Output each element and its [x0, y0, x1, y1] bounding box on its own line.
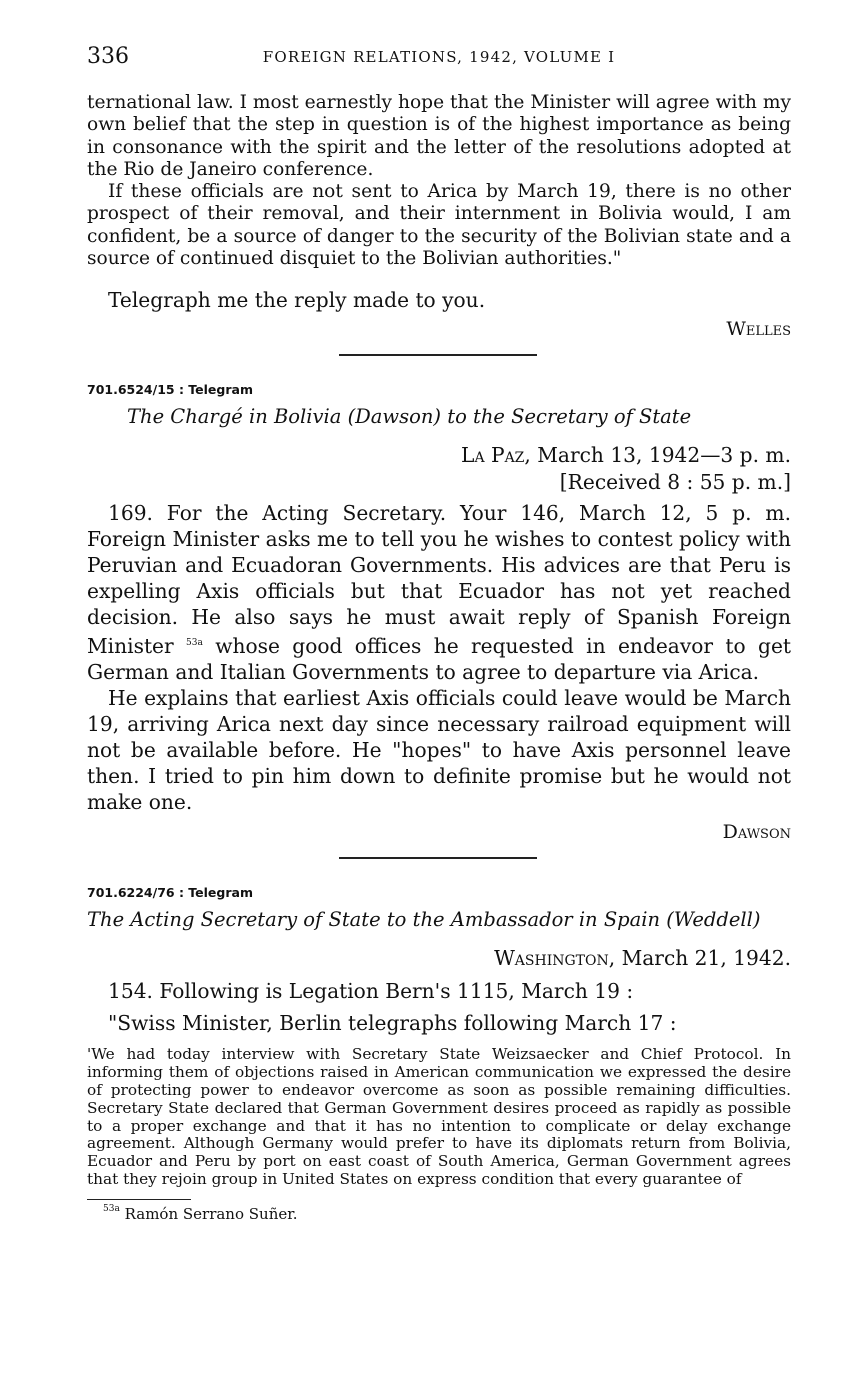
section-dawson-telegram [87, 382, 791, 843]
received-time: [Received 8 : 55 p. m.] [559, 470, 791, 495]
paragraph [87, 500, 791, 685]
document-title: The Chargé in Bolivia (Dawson) to the Secretary of State [127, 405, 692, 429]
running-title: FOREIGN RELATIONS, 1942, VOLUME I [262, 48, 616, 66]
footnote-reference: 53a [186, 638, 203, 649]
dateline-place: La Paz, [461, 443, 531, 468]
paragraph: If these officials are not sent to Arica by March 19, there is no other prospect of their removal, and their internment in Bolivia would, I am confident, be a source of danger to the security of the Bolivian state and a source of continued disquiet to the Bolivian authorities." [87, 181, 791, 270]
paragraph: Telegraph me the reply made to you. [108, 288, 486, 313]
dateline [87, 442, 791, 469]
paragraph: He explains that earliest Axis officials could leave would be March 19, arriving Arica next day since necessary railroad equipment will not be available before. He "hopes" to have Axis personnel leave then. I tried to pin him down to definite promise but he would not make one. [87, 686, 791, 815]
signature: Dawson [722, 821, 791, 844]
section-welles-telegram [87, 92, 791, 340]
document-page [87, 40, 791, 1223]
paragraph: "Swiss Minister, Berlin telegraphs following March 17 : [108, 1011, 677, 1036]
dateline-date: March 21, 1942. [621, 946, 791, 971]
section-divider [339, 354, 537, 356]
paragraph-text: whose good offices he requested in endeavor to get German and Italian Governments to agree to departure via Arica. [87, 634, 792, 685]
quoted-telegram: 'We had today interview with Secretary State Weizsaecker and Chief Protocol. In informing them of objections raised in American communication we expressed the desire of protecting power to endeavor overcome as soon as possible remaining difficulties. Secretary State declared that German Government desires proceed as rapidly as possible to a proper exchange and that it has no intention to complicate or delay exchange agreement. Although Germany would prefer to have its diplomats return from Bolivia, Ecuador and Peru by port on east coast of South America, German Government agrees that they rejoin group in United States on express condition that every guarantee of [87, 1045, 791, 1188]
document-title: The Acting Secretary of State to the Ambassador in Spain (Weddell) [87, 908, 761, 932]
file-number: 701.6224/76 : Telegram [87, 885, 253, 901]
dateline-date: March 13, 1942—3 p. m. [537, 443, 791, 468]
section-welles-to-weddell [87, 885, 791, 1188]
dateline-place: Washington, [494, 946, 616, 971]
file-number: 701.6524/15 : Telegram [87, 382, 253, 398]
signature: Welles [726, 318, 791, 341]
page-header [87, 40, 791, 74]
footnote-marker: 53a [103, 1203, 120, 1214]
paragraph: ternational law. I most earnestly hope that the Minister will agree with my own belief that the step in question is of the highest importance as being in consonance with the spirit and the letter of the resolutions adopted at the Rio de Janeiro conference. [87, 92, 791, 180]
section-divider [339, 857, 537, 859]
dateline [87, 945, 791, 972]
paragraph: 154. Following is Legation Bern's 1115, March 19 : [108, 979, 634, 1004]
paragraph-text: 169. For the Acting Secretary. Your 146, March 12, 5 p. m. Foreign Minister asks me to tell you he wishes to contest policy with Peruvian and Ecuadoran Governments. His advices are that Peru is expelling Axis officials but that Ecuador has not yet reached decision. He also says he must await reply of Spanish Foreign Minister [87, 501, 791, 659]
footnote [103, 1204, 791, 1223]
footnote-divider [87, 1199, 191, 1200]
footnote-text: Ramón Serrano Suñer. [124, 1204, 298, 1223]
page-number: 336 [87, 44, 129, 69]
